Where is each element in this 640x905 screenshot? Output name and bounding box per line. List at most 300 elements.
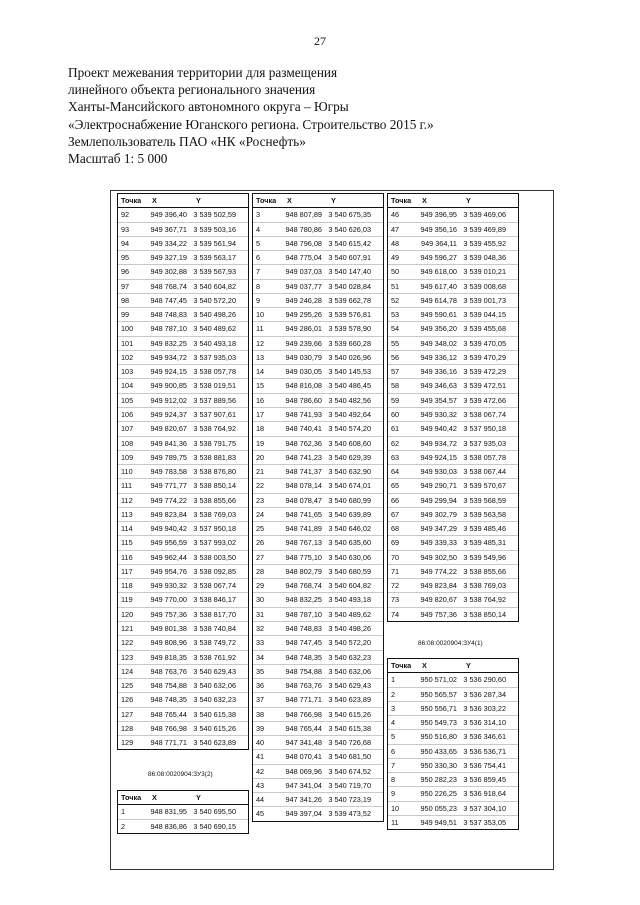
point-cell: 120 (121, 609, 134, 619)
x-cell: 949 327,19 (150, 253, 187, 263)
y-cell: 3 540 629,43 (193, 666, 236, 676)
x-cell: 950 571,02 (420, 675, 457, 685)
x-cell: 949 617,40 (420, 281, 457, 291)
y-cell: 3 540 145,53 (328, 367, 371, 377)
x-cell: 948 741,65 (285, 509, 322, 519)
y-cell: 3 540 680,59 (328, 566, 371, 576)
table-row (118, 408, 248, 422)
x-cell: 949 037,03 (285, 267, 322, 277)
point-column-header: Точка (121, 793, 142, 802)
point-cell: 71 (391, 566, 400, 576)
x-cell: 948 775,04 (285, 253, 322, 263)
point-cell: 108 (121, 438, 134, 448)
y-cell: 3 538 850,14 (193, 481, 236, 491)
x-cell: 949 334,22 (150, 238, 187, 248)
x-cell: 949 396,40 (150, 210, 187, 220)
y-cell: 3 540 493,18 (193, 338, 236, 348)
x-cell: 948 766,98 (285, 709, 322, 719)
point-cell: 98 (121, 295, 130, 305)
x-cell: 949 774,22 (420, 566, 457, 576)
point-cell: 63 (391, 452, 400, 462)
table-row (388, 673, 518, 687)
y-cell: 3 539 567,93 (193, 267, 236, 277)
y-cell: 3 539 469,89 (463, 224, 506, 234)
y-cell: 3 536 859,45 (463, 775, 506, 785)
point-cell: 9 (256, 295, 261, 305)
x-cell: 948 787,10 (150, 324, 187, 334)
table-row (388, 465, 518, 479)
x-cell: 949 818,35 (150, 652, 187, 662)
table-row (388, 688, 518, 702)
table-row (388, 565, 518, 579)
table-row (388, 702, 518, 716)
y-cell: 3 540 492,64 (328, 409, 371, 419)
y-cell: 3 539 561,94 (193, 238, 236, 248)
table-row (118, 593, 248, 607)
y-cell: 3 540 639,89 (328, 509, 371, 519)
x-cell: 949 596,27 (420, 253, 457, 263)
y-cell: 3 539 470,29 (463, 352, 506, 362)
x-cell: 948 740,41 (285, 424, 322, 434)
table-row (253, 251, 383, 265)
x-cell: 949 618,00 (420, 267, 457, 277)
y-cell: 3 536 754,41 (463, 760, 506, 770)
y-cell: 3 540 489,62 (328, 609, 371, 619)
table-row (253, 422, 383, 436)
point-cell: 124 (121, 666, 134, 676)
y-cell: 3 540 635,60 (328, 538, 371, 548)
point-cell: 22 (256, 481, 265, 491)
x-cell: 949 841,36 (150, 438, 187, 448)
y-cell: 3 538 057,78 (193, 367, 236, 377)
y-cell: 3 540 680,99 (328, 495, 371, 505)
point-cell: 128 (121, 723, 134, 733)
point-cell: 21 (256, 467, 265, 477)
table-row (253, 322, 383, 336)
x-cell: 948 741,37 (285, 467, 322, 477)
y-cell: 3 540 674,52 (328, 766, 371, 776)
table-row (253, 779, 383, 793)
x-cell: 949 789,75 (150, 452, 187, 462)
x-cell: 949 930,03 (420, 467, 457, 477)
point-cell: 92 (121, 210, 130, 220)
x-cell: 949 290,71 (420, 481, 457, 491)
y-cell: 3 540 482,56 (328, 395, 371, 405)
x-column-header: X (152, 196, 157, 205)
x-cell: 949 956,59 (150, 538, 187, 548)
x-cell: 948 832,25 (285, 595, 322, 605)
point-cell: 72 (391, 581, 400, 591)
point-cell: 7 (256, 267, 261, 277)
table-row (118, 536, 248, 550)
table-row (388, 759, 518, 773)
point-cell: 99 (121, 310, 130, 320)
point-cell: 15 (256, 381, 265, 391)
table-row (388, 394, 518, 408)
point-cell: 102 (121, 352, 134, 362)
point-cell: 29 (256, 581, 265, 591)
x-cell: 948 748,35 (285, 652, 322, 662)
y-cell: 3 539 473,52 (328, 809, 371, 819)
point-cell: 60 (391, 409, 400, 419)
y-cell: 3 540 632,06 (328, 666, 371, 676)
x-cell: 949 246,28 (285, 295, 322, 305)
y-cell: 3 538 057,78 (463, 452, 506, 462)
y-cell: 3 539 502,59 (193, 210, 236, 220)
y-cell: 3 538 764,92 (463, 595, 506, 605)
table-row (118, 294, 248, 308)
x-cell: 949 336,12 (420, 352, 457, 362)
y-cell: 3 536 918,64 (463, 789, 506, 799)
table-row (253, 351, 383, 365)
table-row (118, 365, 248, 379)
table-row (118, 693, 248, 707)
table-row (118, 565, 248, 579)
y-cell: 3 540 608,60 (328, 438, 371, 448)
y-cell: 3 540 615,42 (328, 238, 371, 248)
x-cell: 948 748,35 (150, 695, 187, 705)
point-cell: 40 (256, 738, 265, 748)
point-cell: 97 (121, 281, 130, 291)
table-row (253, 379, 383, 393)
point-cell: 121 (121, 623, 134, 633)
x-cell: 949 354,57 (420, 395, 457, 405)
y-cell: 3 537 935,03 (193, 352, 236, 362)
point-cell: 127 (121, 709, 134, 719)
table-row (118, 665, 248, 679)
coordinates-table-2 (252, 193, 384, 822)
header-line: Ханты-Мансийского автономного округа – Югры (68, 99, 349, 115)
y-cell: 3 536 290,60 (463, 675, 506, 685)
point-cell: 69 (391, 538, 400, 548)
point-cell: 43 (256, 780, 265, 790)
x-cell: 950 055,23 (420, 803, 457, 813)
table-row (118, 551, 248, 565)
x-cell: 949 823,84 (150, 509, 187, 519)
table-row (118, 679, 248, 693)
y-cell: 3 540 630,06 (328, 552, 371, 562)
point-cell: 122 (121, 638, 134, 648)
x-cell: 949 940,42 (420, 424, 457, 434)
table-row (118, 351, 248, 365)
point-cell: 129 (121, 738, 134, 748)
table-row (118, 622, 248, 636)
point-cell: 2 (121, 821, 126, 831)
y-cell: 3 539 568,59 (463, 495, 506, 505)
x-cell: 948 070,41 (285, 752, 322, 762)
point-cell: 4 (391, 718, 396, 728)
x-cell: 948 741,93 (285, 409, 322, 419)
x-cell: 948 766,98 (150, 723, 187, 733)
table-row (388, 322, 518, 336)
x-cell: 949 302,79 (420, 509, 457, 519)
y-cell: 3 539 001,73 (463, 295, 506, 305)
point-cell: 56 (391, 352, 400, 362)
x-cell: 948 816,08 (285, 381, 322, 391)
x-cell: 949 757,36 (420, 609, 457, 619)
y-cell: 3 539 472,51 (463, 381, 506, 391)
table-row (388, 422, 518, 436)
table-row (118, 805, 248, 819)
x-cell: 949 590,61 (420, 310, 457, 320)
table-row (388, 237, 518, 251)
point-cell: 50 (391, 267, 400, 277)
table-row (388, 337, 518, 351)
point-cell: 11 (391, 817, 399, 827)
y-cell: 3 539 485,46 (463, 524, 506, 534)
x-cell: 949 302,50 (420, 552, 457, 562)
table-row (253, 765, 383, 779)
point-cell: 16 (256, 395, 265, 405)
table-row (253, 294, 383, 308)
x-cell: 949 940,42 (150, 524, 187, 534)
coordinates-table-zu3-2 (117, 790, 249, 834)
point-cell: 14 (256, 367, 265, 377)
page-number: 27 (314, 34, 326, 48)
table-row (388, 730, 518, 744)
x-cell: 949 924,37 (150, 409, 187, 419)
y-cell: 3 539 660,28 (328, 338, 371, 348)
table-row (118, 251, 248, 265)
point-cell: 10 (256, 310, 265, 320)
y-cell: 3 540 695,50 (193, 807, 236, 817)
table-row (118, 437, 248, 451)
point-column-header: Точка (391, 661, 412, 670)
table-row (118, 322, 248, 336)
point-cell: 8 (256, 281, 261, 291)
point-cell: 100 (121, 324, 134, 334)
x-cell: 949 801,38 (150, 623, 187, 633)
header-line: линейного объекта регионального значения (68, 82, 316, 98)
point-cell: 101 (121, 338, 134, 348)
y-cell: 3 536 287,34 (463, 689, 506, 699)
table-row (253, 508, 383, 522)
point-cell: 4 (256, 224, 261, 234)
point-cell: 109 (121, 452, 134, 462)
table-row (118, 494, 248, 508)
table-row (388, 508, 518, 522)
x-cell: 948 762,36 (285, 438, 322, 448)
table-row (388, 579, 518, 593)
y-cell: 3 540 632,23 (328, 652, 371, 662)
x-cell: 948 836,86 (150, 821, 187, 831)
x-cell: 948 765,44 (150, 709, 187, 719)
y-cell: 3 540 572,20 (193, 295, 236, 305)
y-cell: 3 536 303,22 (463, 703, 506, 713)
point-cell: 95 (121, 253, 130, 263)
table-row (253, 308, 383, 322)
table-row (118, 608, 248, 622)
table-row (388, 365, 518, 379)
y-cell: 3 539 044,15 (463, 310, 506, 320)
y-column-header: Y (466, 196, 471, 205)
y-cell: 3 540 615,26 (193, 723, 236, 733)
point-cell: 30 (256, 595, 265, 605)
y-cell: 3 540 026,96 (328, 352, 371, 362)
x-cell: 949 962,44 (150, 552, 187, 562)
x-cell: 948 763,76 (285, 681, 322, 691)
table-row (253, 536, 383, 550)
point-cell: 57 (391, 367, 400, 377)
y-cell: 3 540 675,35 (328, 210, 371, 220)
table-row (253, 208, 383, 222)
y-cell: 3 538 881,83 (193, 452, 236, 462)
y-cell: 3 538 764,92 (193, 424, 236, 434)
point-cell: 34 (256, 652, 265, 662)
table-row (118, 636, 248, 650)
point-cell: 6 (256, 253, 261, 263)
x-cell: 948 763,76 (150, 666, 187, 676)
point-cell: 49 (391, 253, 400, 263)
x-cell: 950 282,23 (420, 775, 457, 785)
y-cell: 3 537 353,05 (463, 817, 506, 827)
point-cell: 104 (121, 381, 134, 391)
x-cell: 948 768,74 (285, 581, 322, 591)
y-cell: 3 540 147,40 (328, 267, 371, 277)
table-row (253, 337, 383, 351)
x-cell: 948 741,23 (285, 452, 322, 462)
table-row (253, 807, 383, 820)
x-column-header: X (422, 661, 427, 670)
table-row (388, 351, 518, 365)
x-cell: 950 330,30 (420, 760, 457, 770)
point-cell: 17 (256, 409, 265, 419)
table-row (388, 451, 518, 465)
y-cell: 3 539 008,68 (463, 281, 506, 291)
point-cell: 126 (121, 695, 134, 705)
point-cell: 123 (121, 652, 134, 662)
y-cell: 3 540 486,45 (328, 381, 371, 391)
y-cell: 3 540 615,38 (328, 723, 371, 733)
table-row (253, 708, 383, 722)
point-cell: 20 (256, 452, 265, 462)
point-cell: 53 (391, 310, 400, 320)
x-cell: 950 433,65 (420, 746, 457, 756)
y-cell: 3 538 067,74 (193, 581, 236, 591)
y-column-header: Y (196, 196, 201, 205)
y-cell: 3 539 503,16 (193, 224, 236, 234)
x-cell: 949 934,72 (150, 352, 187, 362)
x-cell: 947 341,26 (285, 795, 322, 805)
point-cell: 65 (391, 481, 400, 491)
table-row (118, 522, 248, 536)
table-row (253, 465, 383, 479)
x-cell: 949 239,66 (285, 338, 322, 348)
table-row (388, 522, 518, 536)
table-row (253, 593, 383, 607)
x-cell: 949 924,15 (150, 367, 187, 377)
point-cell: 116 (121, 552, 133, 562)
x-cell: 948 747,45 (150, 295, 187, 305)
x-cell: 949 900,85 (150, 381, 187, 391)
table-row (388, 308, 518, 322)
point-cell: 110 (121, 467, 133, 477)
document-header (68, 64, 434, 167)
y-cell: 3 537 935,03 (463, 438, 506, 448)
point-cell: 28 (256, 566, 265, 576)
x-cell: 950 516,80 (420, 732, 457, 742)
table-row (118, 308, 248, 322)
x-cell: 948 748,83 (150, 310, 187, 320)
y-cell: 3 536 536,71 (463, 746, 506, 756)
table-header (118, 791, 248, 805)
x-cell: 949 783,58 (150, 467, 187, 477)
table-row (253, 394, 383, 408)
y-cell: 3 540 674,01 (328, 481, 371, 491)
y-cell: 3 540 723,19 (328, 795, 371, 805)
x-cell: 948 078,47 (285, 495, 322, 505)
table-row (253, 365, 383, 379)
x-cell: 949 614,78 (420, 295, 457, 305)
x-cell: 948 754,88 (285, 666, 322, 676)
x-column-header: X (287, 196, 292, 205)
point-cell: 47 (391, 224, 400, 234)
table-row (388, 551, 518, 565)
point-cell: 73 (391, 595, 400, 605)
table-row (388, 223, 518, 237)
x-cell: 949 930,32 (150, 581, 187, 591)
table-row (388, 608, 518, 621)
point-cell: 58 (391, 381, 400, 391)
point-cell: 113 (121, 509, 133, 519)
x-cell: 948 765,44 (285, 723, 322, 733)
point-cell: 33 (256, 638, 265, 648)
point-cell: 9 (391, 789, 396, 799)
table-row (253, 451, 383, 465)
table-row (253, 793, 383, 807)
table-row (388, 536, 518, 550)
x-cell: 948 802,79 (285, 566, 322, 576)
header-line: «Электроснабжение Юганского региона. Строительство 2015 г.» (68, 116, 434, 132)
table-header (253, 194, 383, 208)
point-cell: 66 (391, 495, 400, 505)
x-cell: 949 037,77 (285, 281, 322, 291)
y-cell: 3 538 067,74 (463, 409, 506, 419)
y-cell: 3 540 607,91 (328, 253, 371, 263)
y-cell: 3 539 010,21 (463, 267, 506, 277)
x-cell: 950 226,25 (420, 789, 457, 799)
y-cell: 3 540 615,38 (193, 709, 236, 719)
y-cell: 3 538 761,92 (193, 652, 236, 662)
y-cell: 3 539 576,81 (328, 310, 371, 320)
y-cell: 3 540 632,90 (328, 467, 371, 477)
y-cell: 3 539 563,17 (193, 253, 236, 263)
y-cell: 3 537 950,18 (463, 424, 506, 434)
y-cell: 3 540 646,02 (328, 524, 371, 534)
table-row (388, 208, 518, 222)
table-row (388, 437, 518, 451)
table-row (253, 693, 383, 707)
y-cell: 3 538 092,85 (193, 566, 236, 576)
table-row (253, 494, 383, 508)
header-line: Масштаб 1: 5 000 (68, 151, 168, 167)
table-row (253, 622, 383, 636)
point-cell: 31 (256, 609, 265, 619)
point-cell: 26 (256, 538, 265, 548)
point-cell: 2 (391, 689, 396, 699)
table-row (388, 280, 518, 294)
point-cell: 59 (391, 395, 400, 405)
point-cell: 114 (121, 524, 133, 534)
y-cell: 3 539 563,58 (463, 509, 506, 519)
y-cell: 3 538 817,70 (193, 609, 236, 619)
table-row (388, 787, 518, 801)
x-cell: 949 757,36 (150, 609, 187, 619)
table-row (388, 294, 518, 308)
point-cell: 35 (256, 666, 265, 676)
point-cell: 52 (391, 295, 400, 305)
x-cell: 948 768,74 (150, 281, 187, 291)
